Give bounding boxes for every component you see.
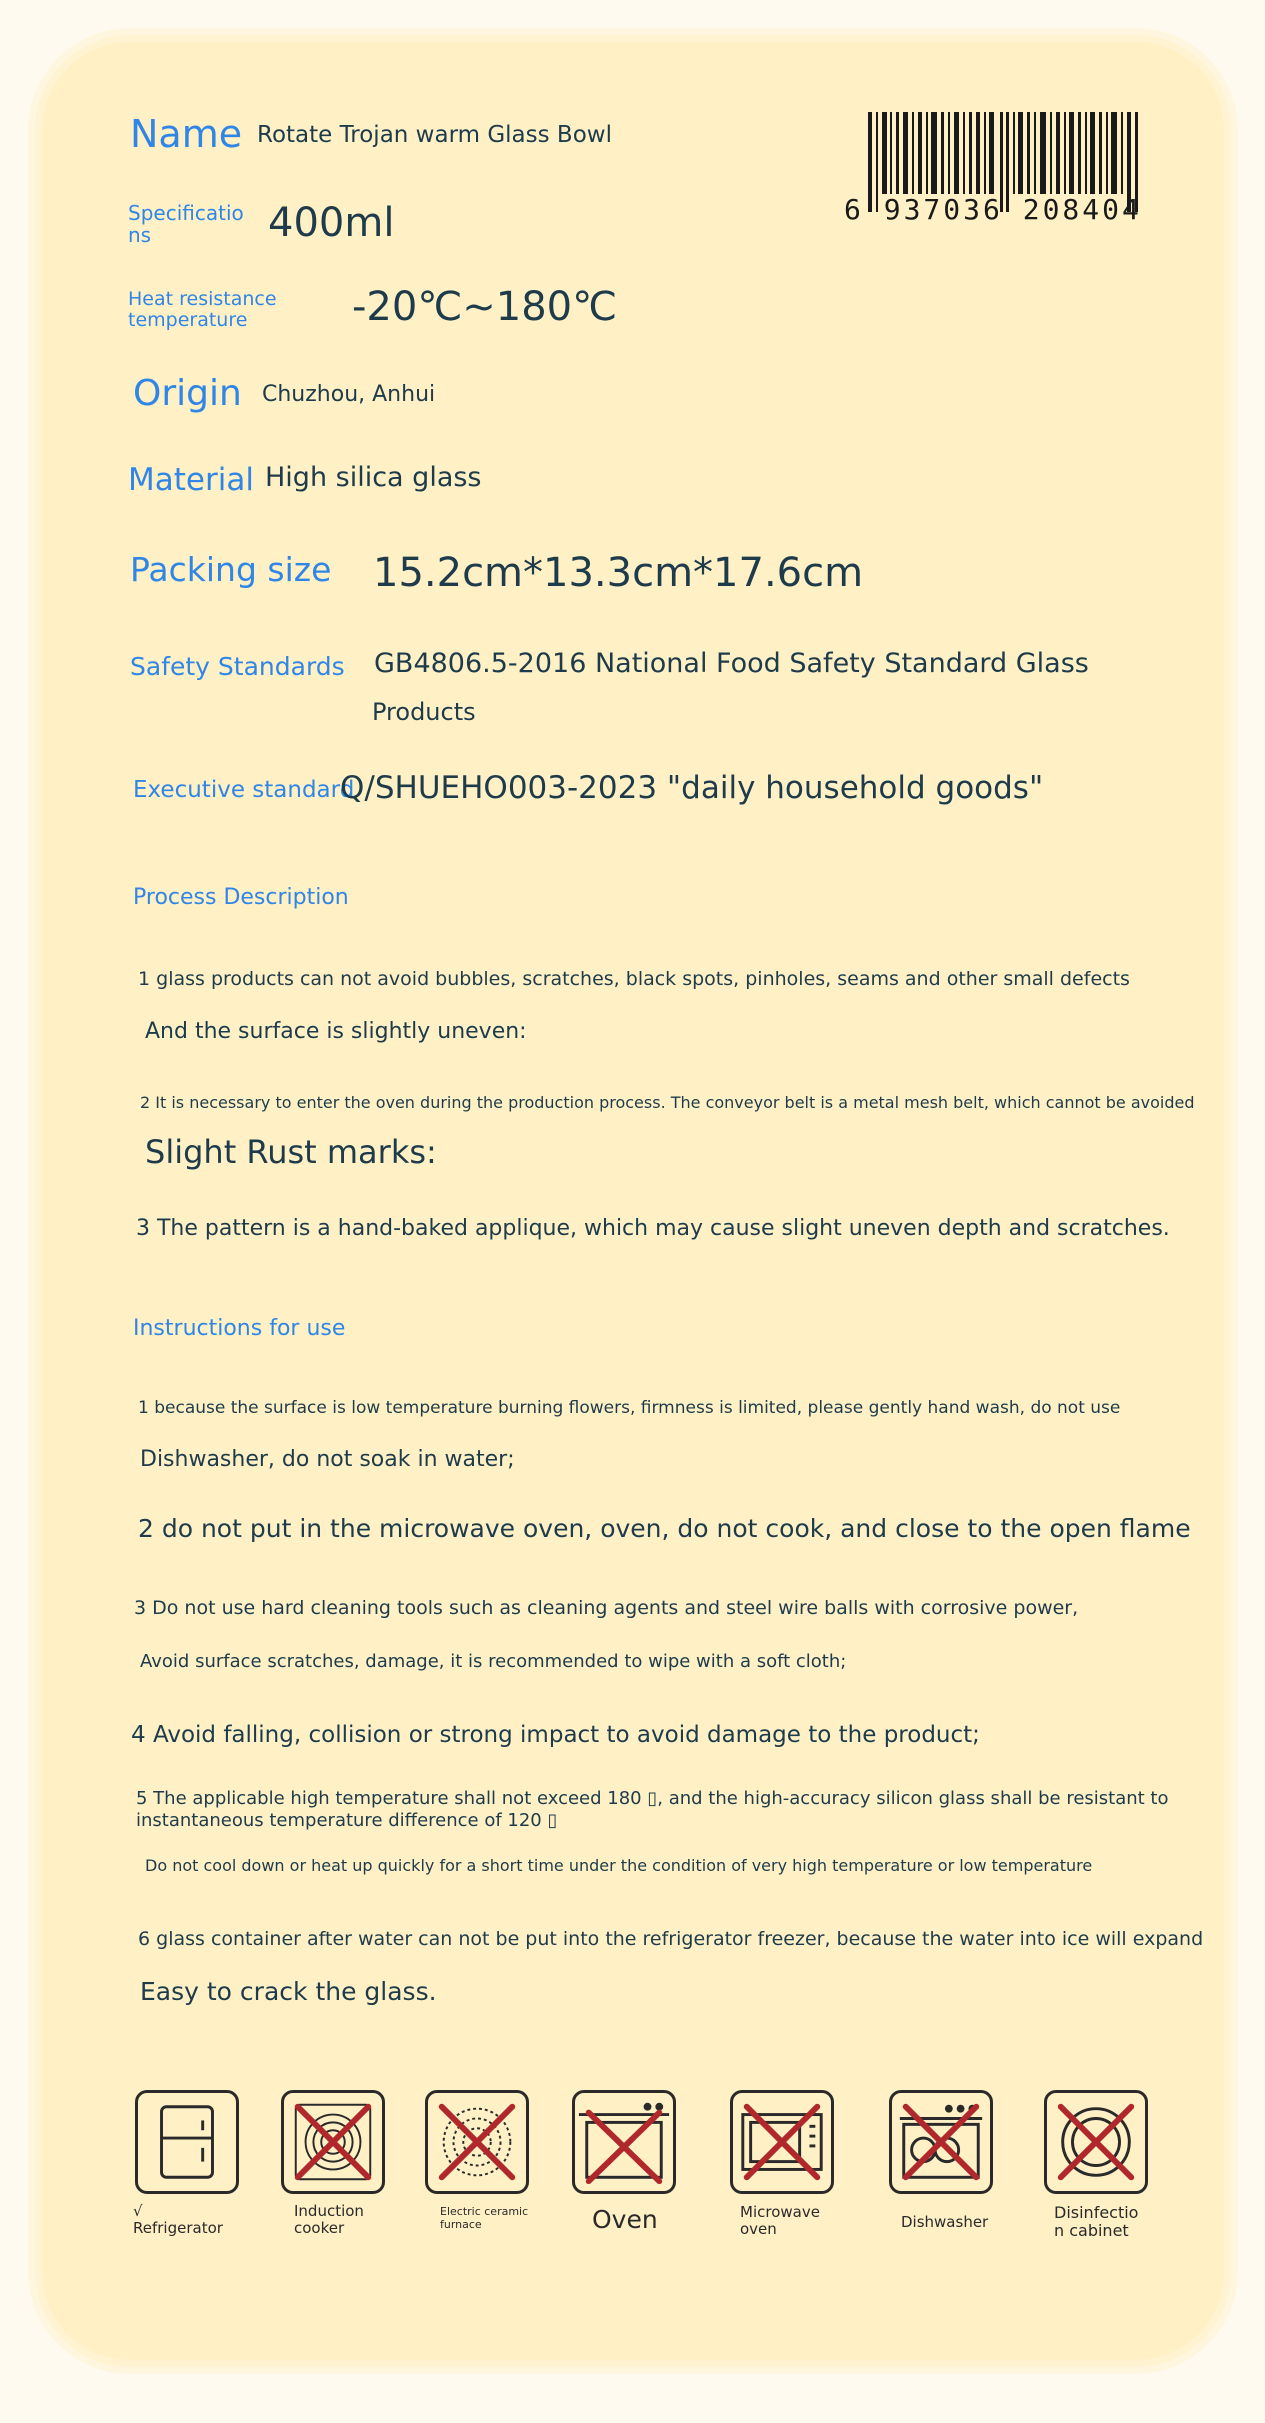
refrigerator-label: √ Refrigerator bbox=[133, 2202, 223, 2238]
name-value: Rotate Trojan warm Glass Bowl bbox=[257, 122, 612, 148]
dishwasher-icon bbox=[889, 2090, 993, 2194]
safety-standards-value-line1: GB4806.5-2016 National Food Safety Standard Glass bbox=[374, 648, 1089, 679]
packing-size-label: Packing size bbox=[130, 550, 332, 589]
specifications-label-line2: ns bbox=[128, 223, 152, 247]
refrigerator-icon bbox=[135, 2090, 239, 2194]
origin-value: Chuzhou, Anhui bbox=[262, 382, 436, 407]
heat-resistance-label-line1: Heat resistance bbox=[128, 288, 277, 310]
disinfection-cabinet-label: Disinfectio n cabinet bbox=[1054, 2203, 1139, 2241]
electric-ceramic-furnace-icon bbox=[425, 2090, 529, 2194]
dishwasher-label: Dishwasher bbox=[901, 2213, 989, 2231]
instructions-heading: Instructions for use bbox=[133, 1316, 346, 1341]
specifications-value: 400ml bbox=[268, 200, 395, 246]
instructions-line-6: 4 Avoid falling, collision or strong impact to avoid damage to the product; bbox=[131, 1722, 980, 1748]
induction-cooker-icon bbox=[281, 2090, 385, 2194]
process-description-heading: Process Description bbox=[133, 885, 349, 910]
packing-size-value: 15.2cm*13.3cm*17.6cm bbox=[373, 550, 864, 596]
instructions-line-7b: instantaneous temperature difference of 120 ▯ bbox=[136, 1810, 558, 1831]
safety-standards-label: Safety Standards bbox=[130, 652, 345, 681]
material-label: Material bbox=[128, 462, 254, 498]
electric-ceramic-furnace-label: Electric ceramic furnace bbox=[440, 2205, 529, 2231]
instructions-line-5: Avoid surface scratches, damage, it is recommended to wipe with a soft cloth; bbox=[140, 1651, 847, 1672]
microwave-oven-icon bbox=[730, 2090, 834, 2194]
origin-label: Origin bbox=[133, 373, 242, 414]
executive-standard-value: Q/SHUEHO003-2023 "daily household goods" bbox=[340, 770, 1044, 806]
process-line-4: Slight Rust marks: bbox=[145, 1133, 437, 1171]
barcode-number: 6 937036 208404 bbox=[844, 193, 1142, 226]
name-label: Name bbox=[130, 112, 243, 156]
heat-resistance-label-line2: temperature bbox=[128, 309, 248, 331]
microwave-oven-label: Microwave oven bbox=[740, 2203, 820, 2239]
oven-label: Oven bbox=[592, 2205, 658, 2234]
safety-standards-value-line2: Products bbox=[372, 698, 476, 726]
oven-icon bbox=[572, 2090, 676, 2194]
instructions-line-7a: 5 The applicable high temperature shall not exceed 180 ▯, and the high-accuracy silicon glass shall be resistant to bbox=[136, 1788, 1169, 1809]
specifications-label-line1: Specificatio bbox=[128, 201, 244, 225]
instructions-line-2: Dishwasher, do not soak in water; bbox=[140, 1447, 515, 1472]
instructions-line-3: 2 do not put in the microwave oven, oven, do not cook, and close to the open flame bbox=[138, 1514, 1191, 1543]
process-line-1: 1 glass products can not avoid bubbles, scratches, black spots, pinholes, seams and other small defects bbox=[138, 968, 1130, 990]
heat-resistance-value: -20℃~180℃ bbox=[352, 284, 618, 330]
process-line-3: 2 It is necessary to enter the oven during the production process. The conveyor belt is a metal mesh belt, which cannot be avoided bbox=[140, 1093, 1195, 1112]
material-value: High silica glass bbox=[265, 462, 482, 493]
instructions-line-1: 1 because the surface is low temperature burning flowers, firmness is limited, please gently hand wash, do not use bbox=[138, 1398, 1121, 1418]
instructions-line-10: Easy to crack the glass. bbox=[140, 1977, 437, 2006]
induction-cooker-label: Induction cooker bbox=[294, 2202, 364, 2238]
process-line-5: 3 The pattern is a hand-baked applique, which may cause slight uneven depth and scratches. bbox=[136, 1216, 1170, 1241]
executive-standard-label: Executive standard bbox=[133, 777, 355, 803]
instructions-line-8: Do not cool down or heat up quickly for a short time under the condition of very high temperature or low temperature bbox=[145, 1856, 1093, 1875]
disinfection-cabinet-icon bbox=[1044, 2090, 1148, 2194]
process-line-2: And the surface is slightly uneven: bbox=[145, 1019, 527, 1044]
instructions-line-4: 3 Do not use hard cleaning tools such as cleaning agents and steel wire balls with corrosive power, bbox=[134, 1597, 1079, 1619]
instructions-line-9: 6 glass container after water can not be put into the refrigerator freezer, because the water into ice will expand bbox=[138, 1928, 1204, 1950]
